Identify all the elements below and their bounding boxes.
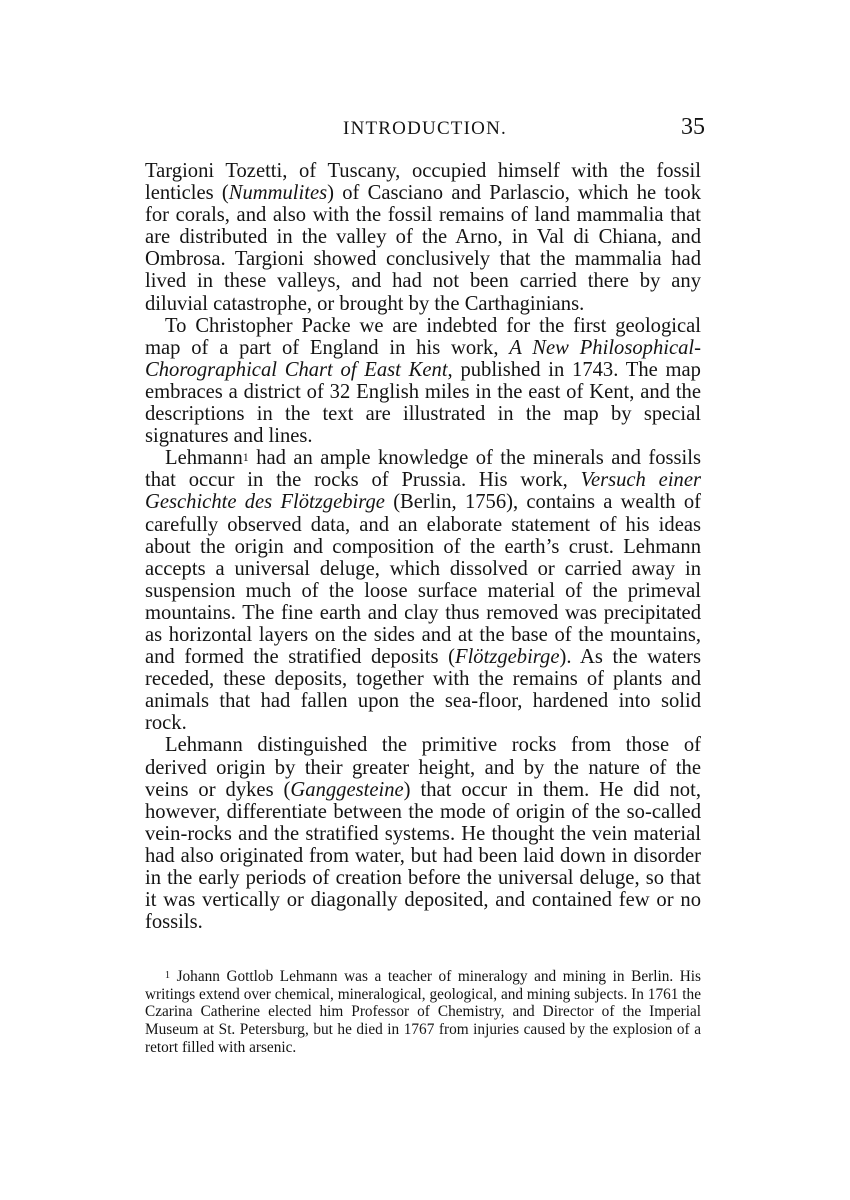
paragraph (145, 315, 701, 448)
running-head: INTRODUCTION. (343, 118, 507, 139)
text-run: Lehmann (165, 447, 243, 470)
italic-text: Versuch einer Geschichte des Flötzgebirge (145, 469, 701, 514)
text-run: , published in 1743. The map embraces a district of 32 English miles in the east of Kent, and the descriptions in the text are illustrated in the map by special signatures and lines. (145, 358, 701, 448)
paragraph (145, 447, 701, 734)
text-run: Lehmann distinguished the primitive rocks from those of derived origin by their greater height, and by the nature of the veins or dykes ( (145, 734, 701, 801)
paragraph (145, 734, 701, 933)
text-run: To Christopher Packe we are indebted for the first geological map of a part of England in his work, (145, 314, 701, 359)
footnotes (145, 968, 701, 1057)
text-run: (Berlin, 1756), contains a wealth of carefully observed data, and an elaborate statement of his ideas about the origin and composition of the earth’s crust. Lehmann accepts a universal deluge, which dissolved or carried away in suspension much of the loose surface material of the primeval mountains. The fine earth and clay thus removed was precipitated as horizontal layers on the sides and at the base of the mountains, and formed the stratified deposits ( (145, 491, 701, 669)
text-run: Johann Gottlob Lehmann was a teacher of mineralogy and mining in Berlin. His writings extend over chemical, mineralogical, geological, and mining subjects. In 1761 the Czarina Catherine elected him Professor of Chemistry, and Director of the Imperial Museum at St. Petersburg, but he died in 1767 from injuries caused by the explosion of a retort filled with arsenic. (145, 968, 701, 1056)
text-run: had an ample knowledge of the minerals and fossils that occur in the rocks of Prussia. His work, (145, 447, 701, 492)
page-header (145, 116, 705, 146)
italic-text: A New Philosophical-Chorographical Chart of East Kent (145, 336, 701, 381)
footnote-marker: 1 (165, 970, 170, 981)
page-number: 35 (681, 114, 705, 140)
text-run: ) that occur in them. He did not, however, differentiate between the mode of origin of the so-called vein-rocks and the stratified systems. He thought the vein material had also originated from water, but had been laid down in disorder in the early periods of creation before the universal deluge, so that it was vertically or diagonally deposited, and contained few or no fossils. (145, 778, 701, 934)
footnote-marker: 1 (242, 450, 249, 465)
text-run: ) of Casciano and Parlascio, which he took for corals, and also with the fossil remains of land mammalia that are distributed in the valley of the Arno, in Val di Chiana, and Ombrosa. Targioni showed conclusively that the mammalia had lived in these valleys, and had not been carried there by any diluvial catastrophe, or brought by the Carthaginians. (145, 182, 701, 315)
paragraph (145, 160, 701, 315)
footnote (145, 968, 701, 1057)
body-text (145, 160, 701, 933)
italic-text: Nummulites (228, 182, 328, 205)
italic-text: Ganggesteine (290, 778, 404, 801)
text-run: ). As the waters receded, these deposits, together with the remains of plants and animals that had fallen upon the sea-floor, hardened into solid rock. (145, 646, 701, 735)
italic-text: Flötzgebirge (455, 646, 560, 669)
text-run: Targioni Tozetti, of Tuscany, occupied himself with the fossil lenticles ( (145, 160, 701, 205)
